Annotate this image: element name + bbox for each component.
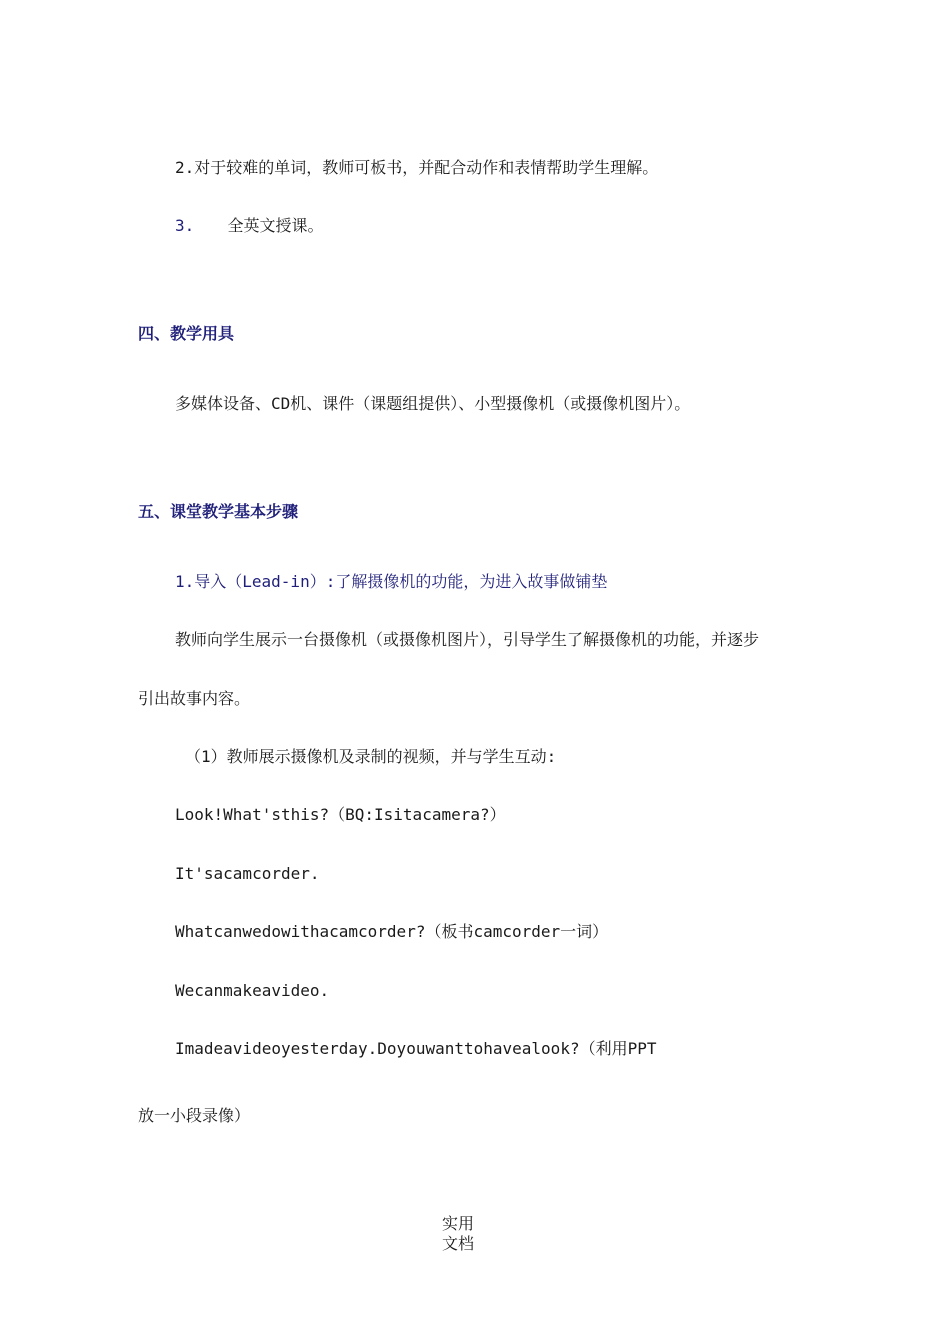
dialog-line-3: Whatcanwedowithacamcorder?（板书camcorder一词） <box>175 922 609 941</box>
list-item-3 <box>175 216 324 236</box>
footer-line-2: 文档 <box>442 1234 475 1253</box>
step-1-paragraph-line-2: 引出故事内容。 <box>138 689 251 708</box>
footer-line-1: 实用 <box>442 1214 475 1233</box>
page-footer <box>442 1214 474 1254</box>
sub-step-1: （1）教师展示摄像机及录制的视频，并与学生互动: <box>185 747 557 766</box>
step-1-title: 1.导入（Lead-in）:了解摄像机的功能，为进入故事做铺垫 <box>175 572 608 591</box>
list-item-3-text: 全英文授课。 <box>227 216 324 235</box>
dialog-line-1: Look!What'sthis?（BQ:Isitacamera?） <box>175 805 506 824</box>
teaching-aids-text: 多媒体设备、CD机、课件（课题组提供）、小型摄像机（或摄像机图片）。 <box>175 394 691 413</box>
dialog-line-5: Imadeavideoyesterday.Doyouwanttohavealook?（利用PPT <box>175 1039 657 1058</box>
list-item-2: 2.对于较难的单词，教师可板书，并配合动作和表情帮助学生理解。 <box>175 158 659 177</box>
section-heading-teaching-steps: 五、课堂教学基本步骤 <box>138 502 299 521</box>
dialog-line-5-continued: 放一小段录像） <box>138 1106 251 1125</box>
dialog-line-4: Wecanmakeavideo. <box>175 981 330 1000</box>
dialog-line-2: It'sacamcorder. <box>175 864 320 883</box>
step-1-paragraph-line-1: 教师向学生展示一台摄像机（或摄像机图片），引导学生了解摄像机的功能，并逐步 <box>175 630 760 649</box>
section-heading-teaching-aids: 四、教学用具 <box>138 324 235 343</box>
list-item-3-number: 3. <box>175 216 195 235</box>
